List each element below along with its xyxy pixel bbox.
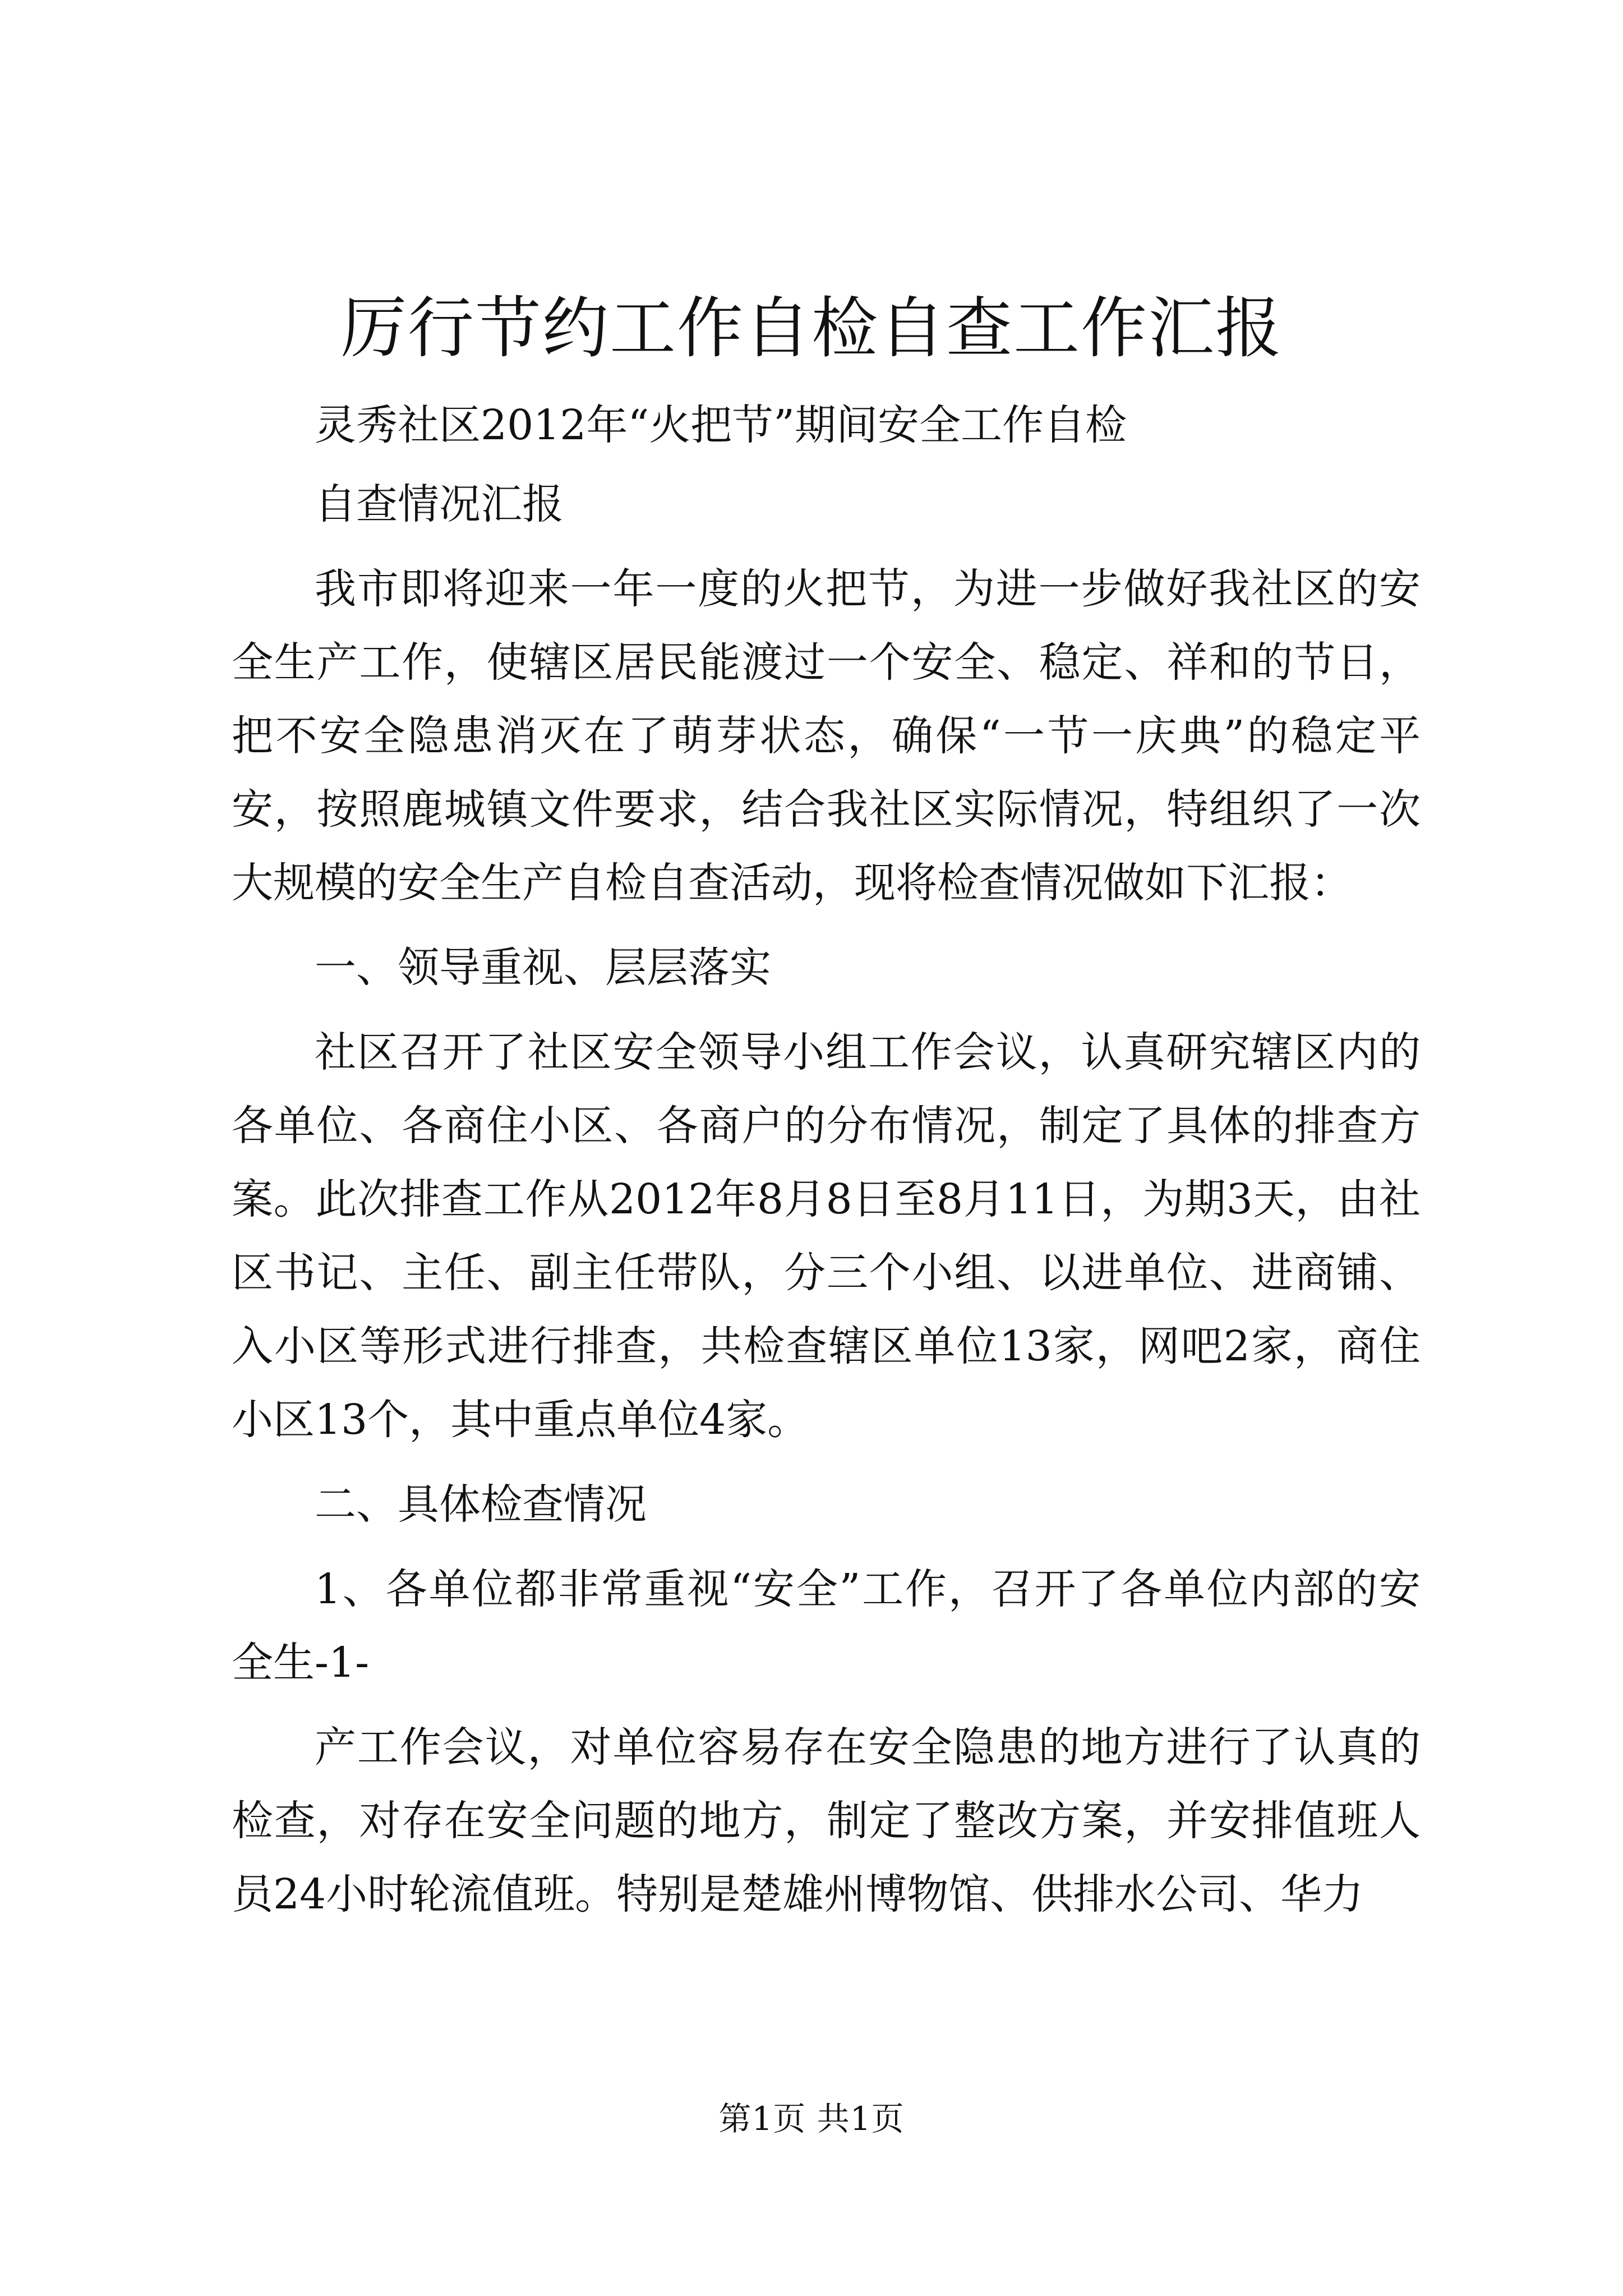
subtitle-line-1: 灵秀社区2012年“火把节”期间安全工作自检 xyxy=(315,401,1127,449)
section-heading-2: 二、具体检查情况 xyxy=(315,1480,647,1529)
document-body xyxy=(232,389,1421,1931)
section-heading-1: 一、领导重视、层层落实 xyxy=(315,944,771,992)
section-2-item-1: 1、各单位都非常重视“安全”工作，召开了各单位内部的安全生-1- xyxy=(232,1565,1421,1687)
intro-paragraph: 我市即将迎来一年一度的火把节，为进一步做好我社区的安全生产工作，使辖区居民能渡过一个安全、稳定、祥和的节日，把不安全隐患消灭在了萌芽状态，确保“一节一庆典”的稳定平安，按照鹿城镇文件要求，结合我社区实际情况，特组织了一次大规模的安全生产自检自查活动，现将检查情况做如下汇报： xyxy=(232,565,1421,907)
page-number-footer: 第1页 共1页 xyxy=(718,2100,905,2138)
document-title: 厉行节约工作自检自查工作汇报 xyxy=(340,289,1283,367)
section-2-continued: 产工作会议，对单位容易存在安全隐患的地方进行了认真的检查，对存在安全问题的地方，制定了整改方案，并安排值班人员24小时轮流值班。特别是楚雄州博物馆、供排水公司、华力 xyxy=(232,1723,1421,1918)
section-1-paragraph: 社区召开了社区安全领导小组工作会议，认真研究辖区内的各单位、各商住小区、各商户的分布情况，制定了具体的排查方案。此次排查工作从2012年8月8日至8月11日，为期3天，由社区书记、主任、副主任带队，分三个小组、以进单位、进商铺、入小区等形式进行排查，共检查辖区单位13家，网吧2家，商住小区13个，其中重点单位4家。 xyxy=(232,1028,1421,1444)
subtitle-line-2: 自查情况汇报 xyxy=(315,480,564,528)
